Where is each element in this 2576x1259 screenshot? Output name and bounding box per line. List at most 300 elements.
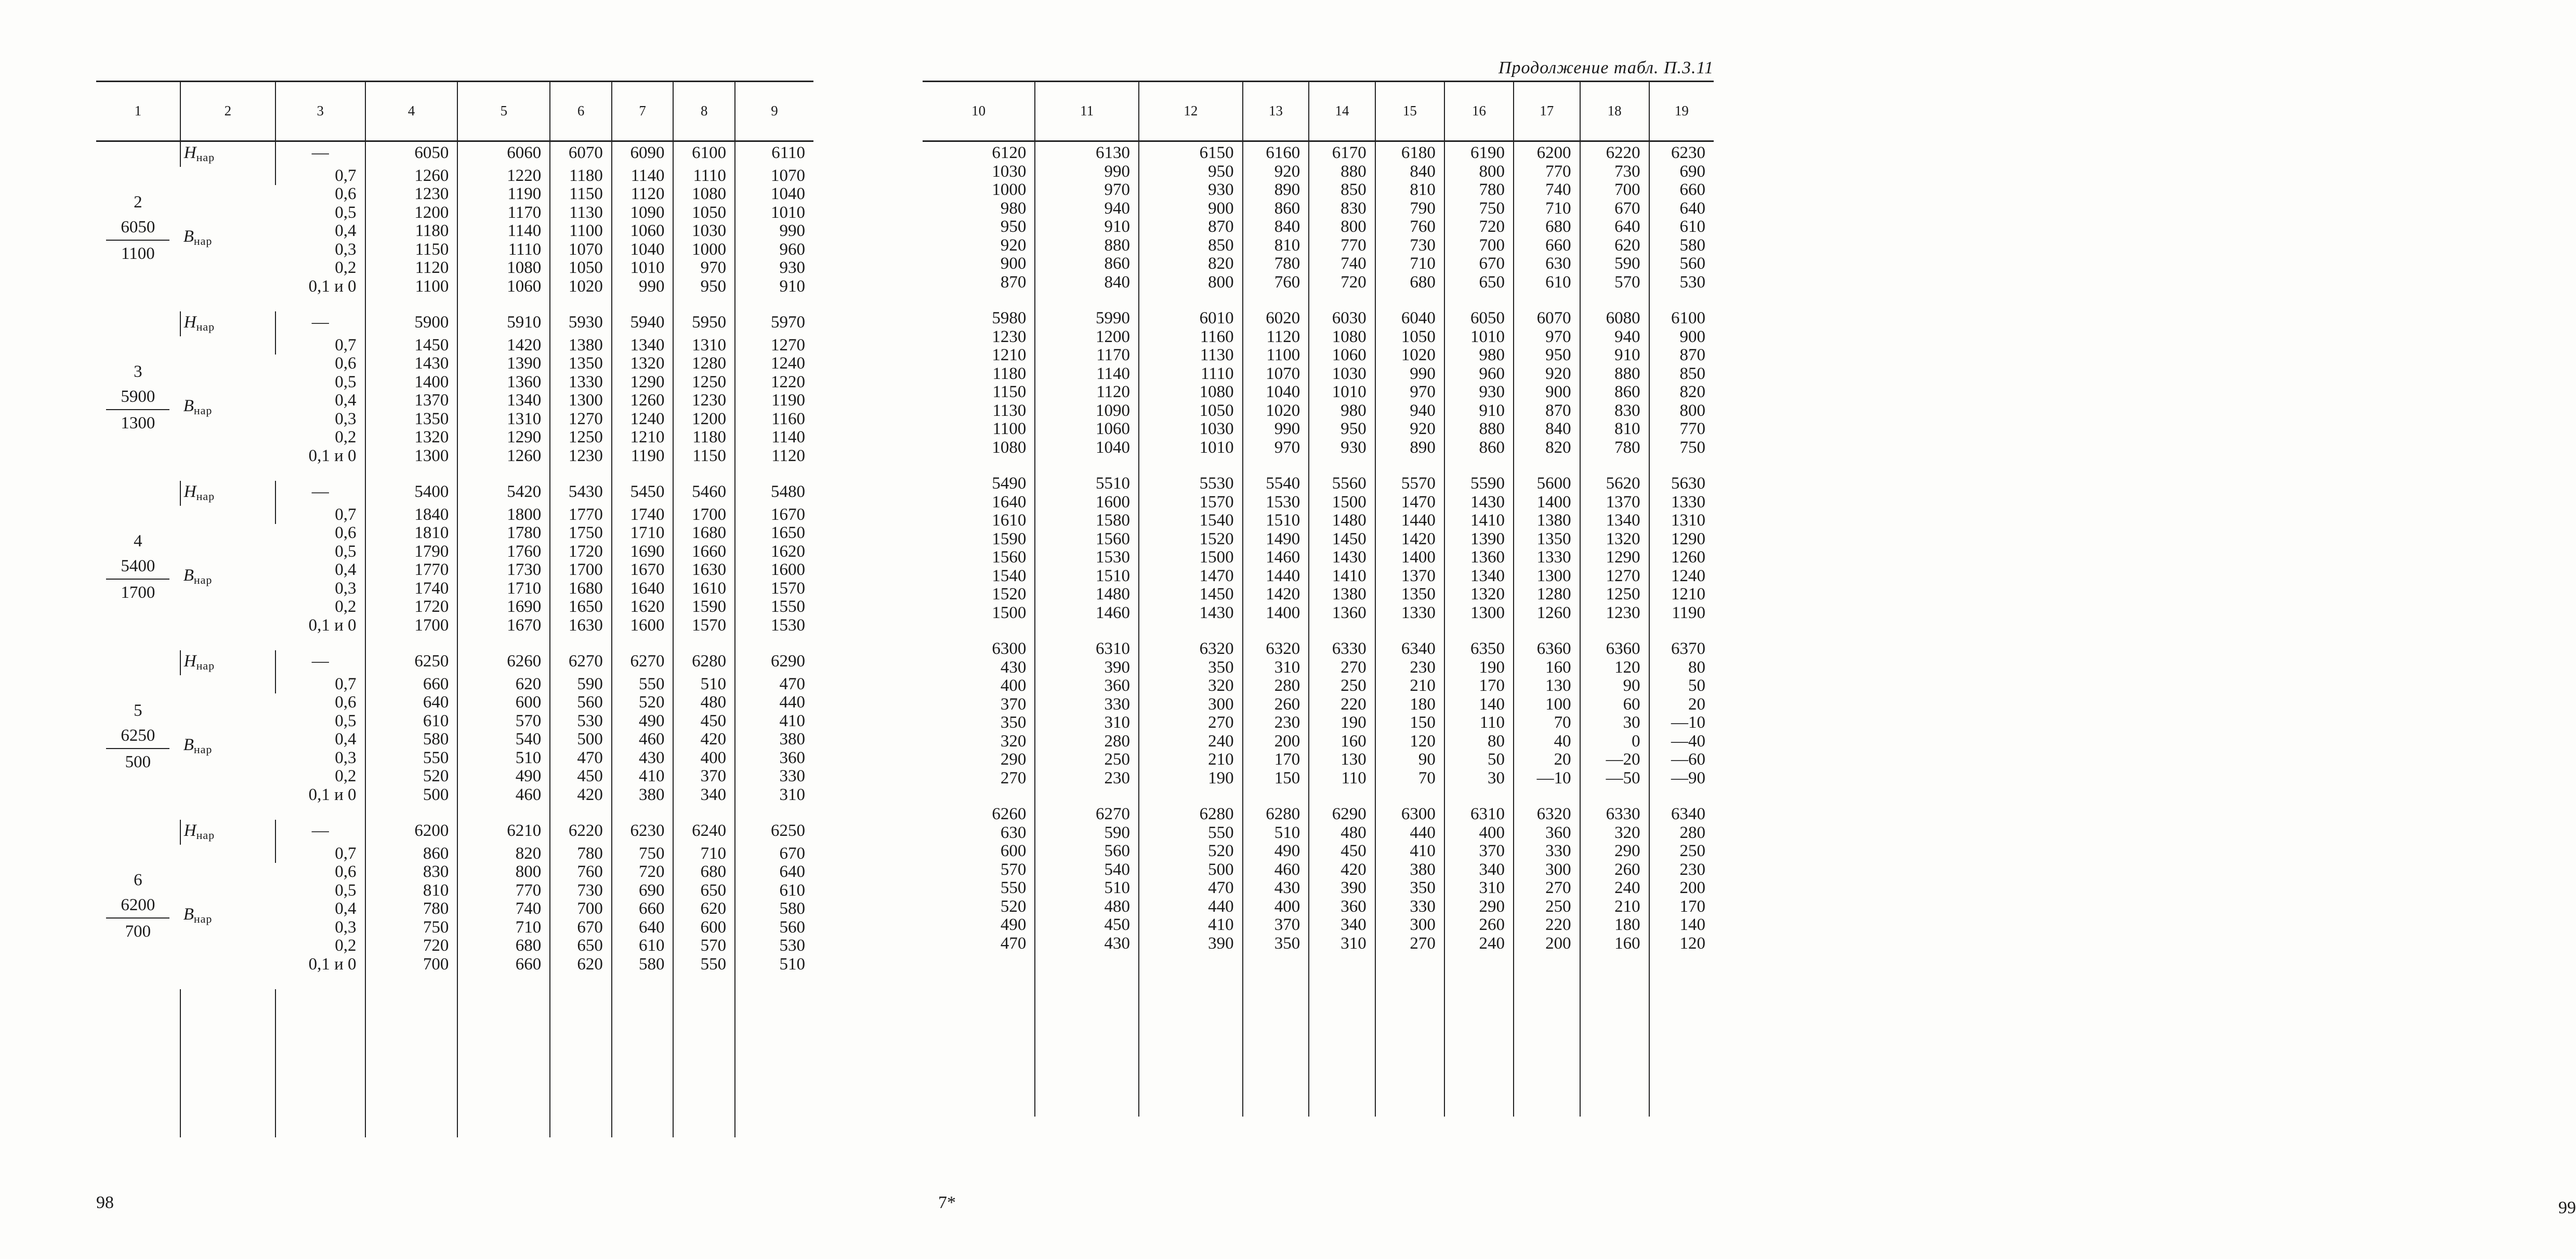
b-row <box>923 420 1714 439</box>
b-value: 1260 <box>457 447 550 481</box>
column-header: 5 <box>457 82 550 141</box>
h-value: 6190 <box>1444 141 1514 163</box>
b-value: 1260 <box>1514 604 1580 638</box>
b-value: 1330 <box>550 373 612 392</box>
b-value: 520 <box>612 693 674 712</box>
b-value: 1170 <box>1035 346 1139 365</box>
b-value: 340 <box>673 786 735 820</box>
b-value: 1420 <box>1375 530 1444 549</box>
filler-cell <box>1309 968 1375 1117</box>
b-value: 1660 <box>673 543 735 561</box>
b-value: 970 <box>673 259 735 278</box>
b-value: 900 <box>1139 200 1243 218</box>
h-value: 6270 <box>550 650 612 675</box>
b-label-subscript: нар <box>193 743 213 756</box>
group-numerator: 6200 <box>106 894 169 919</box>
b-value: 1080 <box>1139 383 1243 402</box>
column-header: 6 <box>550 82 612 141</box>
b-value: 930 <box>735 259 813 278</box>
filler-cell <box>1375 968 1444 1117</box>
b-value: 1030 <box>673 222 735 241</box>
param-value: 0,3 <box>335 409 357 428</box>
b-value: 1340 <box>1580 512 1649 530</box>
b-value: 380 <box>1375 861 1444 880</box>
b-value: 540 <box>457 730 550 749</box>
b-value: 120 <box>1649 935 1714 969</box>
b-value: 1220 <box>457 167 550 186</box>
b-value: 1030 <box>1139 420 1243 439</box>
param-value: 0,6 <box>335 693 357 712</box>
b-value: 430 <box>1035 935 1139 969</box>
b-label <box>180 845 275 990</box>
b-value: 1180 <box>673 428 735 447</box>
b-value: 1600 <box>612 617 674 651</box>
b-value: 340 <box>1444 861 1514 880</box>
b-value: —20 <box>1580 751 1649 769</box>
b-value: 1140 <box>735 428 813 447</box>
b-value: 310 <box>1444 879 1514 898</box>
b-value: 1010 <box>1139 439 1243 473</box>
b-value: 550 <box>612 675 674 694</box>
b-value: 640 <box>735 863 813 882</box>
h-value: 6310 <box>1444 803 1514 824</box>
b-value: 750 <box>612 845 674 863</box>
b-value: 710 <box>457 919 550 937</box>
column-header: 8 <box>673 82 735 141</box>
b-value: 440 <box>1139 898 1243 916</box>
b-value: 240 <box>1139 732 1243 751</box>
b-value: 1530 <box>735 617 813 651</box>
b-value: 1040 <box>1035 439 1139 473</box>
h-value: 6090 <box>612 141 674 167</box>
b-value: 1720 <box>365 598 458 617</box>
b-value: 1590 <box>673 598 735 617</box>
b-value: 620 <box>457 675 550 694</box>
b-value: 970 <box>1035 181 1139 200</box>
h-value: 6160 <box>1243 141 1309 163</box>
b-value: 1700 <box>550 561 612 580</box>
b-value: 1010 <box>612 259 674 278</box>
h-value: 5990 <box>1035 307 1139 328</box>
b-value: 350 <box>1139 659 1243 677</box>
b-value: 1290 <box>1649 530 1714 549</box>
b-row <box>96 336 813 355</box>
b-value: 930 <box>1309 439 1375 473</box>
b-value: 1690 <box>612 543 674 561</box>
b-row <box>923 530 1714 549</box>
b-value: 1650 <box>735 524 813 543</box>
b-row <box>923 181 1714 200</box>
b-value: 1140 <box>612 167 674 186</box>
b-value: 900 <box>1649 328 1714 347</box>
signature-mark: 7* <box>938 1193 956 1212</box>
b-value: 550 <box>1000 878 1027 897</box>
h-row <box>96 820 813 845</box>
b-value: 840 <box>1243 218 1309 237</box>
b-value: 560 <box>1649 255 1714 273</box>
h-value: 5930 <box>550 311 612 336</box>
b-value: 890 <box>1243 181 1309 200</box>
b-value: 830 <box>1580 402 1649 421</box>
b-row <box>923 383 1714 402</box>
column-header: 9 <box>735 82 813 141</box>
b-value: 1670 <box>612 561 674 580</box>
b-value: 1260 <box>1649 548 1714 567</box>
b-value: 570 <box>1580 273 1649 308</box>
b-value: 210 <box>1580 898 1649 916</box>
b-value: 260 <box>1243 696 1309 714</box>
h-value: 6350 <box>1444 638 1514 659</box>
b-value: 360 <box>1309 898 1375 916</box>
param-value: 0,5 <box>335 542 357 561</box>
h-value: 6050 <box>365 141 458 167</box>
h-value: 5400 <box>365 481 458 506</box>
filler-cell <box>1444 968 1514 1117</box>
b-value: 1240 <box>735 355 813 373</box>
b-value: 350 <box>1243 935 1309 969</box>
group-denominator: 1300 <box>121 413 155 432</box>
h-value: 6320 <box>1514 803 1580 824</box>
h-value: 6120 <box>992 143 1027 162</box>
b-value: 1040 <box>612 241 674 259</box>
b-value: 1330 <box>1375 604 1444 638</box>
b-value: 490 <box>1243 842 1309 861</box>
b-value: 520 <box>1139 842 1243 861</box>
h-value: 6180 <box>1375 141 1444 163</box>
b-value: 800 <box>1309 218 1375 237</box>
h-row <box>923 803 1714 824</box>
b-row <box>923 255 1714 273</box>
b-value: 100 <box>1514 696 1580 714</box>
b-value: —60 <box>1649 751 1714 769</box>
b-value: 1540 <box>992 566 1027 585</box>
group-denominator: 1100 <box>121 244 155 263</box>
b-value: 510 <box>457 749 550 768</box>
b-value: 650 <box>673 882 735 900</box>
b-value: 1310 <box>457 410 550 429</box>
h-value: 5620 <box>1580 473 1649 493</box>
b-value: 380 <box>735 730 813 749</box>
b-value: 1020 <box>1243 402 1309 421</box>
b-value: 230 <box>1035 769 1139 804</box>
b-value: 640 <box>1649 200 1714 218</box>
b-value: 1540 <box>1139 512 1243 530</box>
b-value: 630 <box>1000 823 1027 842</box>
b-value: 1530 <box>1035 548 1139 567</box>
b-value: 390 <box>1139 935 1243 969</box>
b-row <box>923 365 1714 384</box>
b-value: 1260 <box>612 391 674 410</box>
filler-cell <box>1035 968 1139 1117</box>
b-row <box>923 512 1714 530</box>
b-value: 810 <box>1375 181 1444 200</box>
param-value: 0,6 <box>335 523 357 542</box>
b-value: 1700 <box>365 617 458 651</box>
filler-row <box>96 989 813 1137</box>
h-value: 6010 <box>1139 307 1243 328</box>
b-value: 80 <box>1649 659 1714 677</box>
b-value: 1390 <box>457 355 550 373</box>
h-value: 5450 <box>612 481 674 506</box>
b-value: 1790 <box>365 543 458 561</box>
b-value: 620 <box>1580 237 1649 255</box>
h-value: 6200 <box>1514 141 1580 163</box>
b-value: 250 <box>1309 677 1375 696</box>
b-value: 680 <box>673 863 735 882</box>
b-value: 780 <box>365 900 458 919</box>
b-value: 1380 <box>1309 585 1375 604</box>
filler-cell <box>1649 968 1714 1117</box>
group-denominator: 700 <box>125 922 151 941</box>
b-value: 1380 <box>1514 512 1580 530</box>
b-value: 1070 <box>735 167 813 186</box>
b-value: 50 <box>1649 677 1714 696</box>
column-header: 18 <box>1580 82 1649 141</box>
b-row <box>923 604 1714 638</box>
h-value: 6220 <box>1580 141 1649 163</box>
b-value: 280 <box>1035 732 1139 751</box>
b-value: 470 <box>735 675 813 694</box>
group-numerator: 6250 <box>106 725 169 749</box>
b-value: 760 <box>1243 273 1309 308</box>
b-value: 1610 <box>992 511 1027 530</box>
h-row <box>923 473 1714 493</box>
b-value: 500 <box>1139 861 1243 880</box>
h-label <box>180 481 275 506</box>
table-caption: Продолжение табл. П.3.11 <box>1498 58 1714 77</box>
b-value: 230 <box>1649 861 1714 880</box>
b-value: —90 <box>1649 769 1714 804</box>
b-value: 1670 <box>735 506 813 524</box>
group-label <box>96 141 180 312</box>
b-value: 540 <box>1035 861 1139 880</box>
b-value: 290 <box>1444 898 1514 916</box>
group-number: 2 <box>134 192 142 212</box>
b-value: 1120 <box>365 259 458 278</box>
b-value: 390 <box>1309 879 1375 898</box>
b-value: 1430 <box>1309 548 1375 567</box>
b-row <box>923 200 1714 218</box>
b-row <box>96 167 813 186</box>
b-value: 1000 <box>992 180 1027 199</box>
b-value: 1040 <box>735 185 813 204</box>
b-value: 1320 <box>365 428 458 447</box>
b-value: 200 <box>1514 935 1580 969</box>
b-value: 1300 <box>1514 567 1580 586</box>
group-numerator: 6050 <box>106 216 169 241</box>
b-value: 1520 <box>992 585 1027 604</box>
b-value: 1480 <box>1035 585 1139 604</box>
b-value: 1190 <box>457 185 550 204</box>
param-value: 0,2 <box>335 428 357 447</box>
b-value: 1570 <box>1139 493 1243 512</box>
b-value: 1010 <box>1444 328 1514 347</box>
b-value: 1020 <box>550 278 612 312</box>
b-value: 1060 <box>457 278 550 312</box>
b-value: 1060 <box>1309 346 1375 365</box>
b-value: 1400 <box>1243 604 1309 638</box>
b-value: 1060 <box>612 222 674 241</box>
b-value: 580 <box>365 730 458 749</box>
b-value: 190 <box>1444 659 1514 677</box>
b-label-letter: B <box>183 566 194 585</box>
b-value: 1800 <box>457 506 550 524</box>
b-value: 1030 <box>1309 365 1375 384</box>
param-value: 0,7 <box>275 506 365 524</box>
b-value: 900 <box>1514 383 1580 402</box>
b-value: 890 <box>1375 439 1444 473</box>
b-value: 600 <box>673 919 735 937</box>
b-row <box>923 163 1714 181</box>
param-value: 0,2 <box>335 597 357 616</box>
b-value: 1050 <box>1139 402 1243 421</box>
b-value: 1600 <box>1035 493 1139 512</box>
param-value: 0,7 <box>275 845 365 863</box>
b-value: 1500 <box>992 603 1027 622</box>
b-value: 460 <box>612 730 674 749</box>
h-value: 6280 <box>1243 803 1309 824</box>
filler-cell <box>365 989 458 1137</box>
b-value: 920 <box>1000 235 1027 255</box>
b-value: 270 <box>1000 768 1027 788</box>
b-value: 1440 <box>1243 567 1309 586</box>
h-value: 6020 <box>1243 307 1309 328</box>
b-value: 450 <box>1309 842 1375 861</box>
b-value: 1320 <box>1580 530 1649 549</box>
h-value: 5560 <box>1309 473 1375 493</box>
b-value: 640 <box>612 919 674 937</box>
b-value: 1080 <box>457 259 550 278</box>
b-value: 1070 <box>550 241 612 259</box>
b-value: 290 <box>1580 842 1649 861</box>
b-row <box>923 898 1714 916</box>
b-value: 170 <box>1444 677 1514 696</box>
b-value: 1430 <box>1139 604 1243 638</box>
h-value: 5600 <box>1514 473 1580 493</box>
b-value: 1080 <box>673 185 735 204</box>
b-value: 420 <box>673 730 735 749</box>
b-value: 1120 <box>735 447 813 481</box>
param-value: 0,1 и 0 <box>308 446 357 465</box>
b-value: 490 <box>612 712 674 731</box>
b-value: 1680 <box>550 580 612 598</box>
b-value: 1290 <box>1580 548 1649 567</box>
b-value: 570 <box>457 712 550 731</box>
b-value: 350 <box>1000 713 1027 732</box>
b-label <box>180 675 275 820</box>
b-value: 1450 <box>1309 530 1375 549</box>
b-value: 550 <box>673 955 735 990</box>
column-header: 14 <box>1309 82 1375 141</box>
h-value: 6210 <box>457 820 550 845</box>
b-value: 1560 <box>1035 530 1139 549</box>
b-value: 1240 <box>1649 567 1714 586</box>
b-value: 510 <box>673 675 735 694</box>
b-value: 910 <box>1035 218 1139 237</box>
column-header: 11 <box>1035 82 1139 141</box>
h-value: 5530 <box>1139 473 1243 493</box>
b-row <box>923 696 1714 714</box>
b-value: 1280 <box>1514 585 1580 604</box>
b-value: 230 <box>1375 659 1444 677</box>
b-value: 1620 <box>735 543 813 561</box>
b-value: 300 <box>1514 861 1580 880</box>
b-value: 620 <box>550 955 612 990</box>
h-value: 6360 <box>1580 638 1649 659</box>
b-value: 930 <box>1139 181 1243 200</box>
b-value: 610 <box>1649 218 1714 237</box>
b-value: 140 <box>1649 916 1714 935</box>
b-value: 490 <box>1000 915 1027 934</box>
b-value: 1530 <box>1243 493 1309 512</box>
b-value: 510 <box>1243 824 1309 843</box>
b-value: 1370 <box>1375 567 1444 586</box>
b-value: 1730 <box>457 561 550 580</box>
b-value: 460 <box>457 786 550 820</box>
b-value: 1580 <box>1035 512 1139 530</box>
b-value: 520 <box>365 767 458 786</box>
b-value: 1490 <box>1243 530 1309 549</box>
b-value: 1500 <box>1309 493 1375 512</box>
b-value: 1680 <box>673 524 735 543</box>
b-value: 1300 <box>365 447 458 481</box>
b-value: 1720 <box>550 543 612 561</box>
b-value: 280 <box>1243 677 1309 696</box>
b-value: 560 <box>735 919 813 937</box>
b-value: 680 <box>457 937 550 955</box>
left-page <box>0 0 832 1259</box>
b-value: 330 <box>1514 842 1580 861</box>
b-value: 1360 <box>457 373 550 392</box>
h-value: 5570 <box>1375 473 1444 493</box>
b-value: 1130 <box>992 401 1027 420</box>
group-number: 5 <box>134 701 142 720</box>
b-value: 1740 <box>612 506 674 524</box>
b-value: 980 <box>1444 346 1514 365</box>
b-value: 1510 <box>1035 567 1139 586</box>
b-value: 1300 <box>1444 604 1514 638</box>
b-value: 690 <box>1649 163 1714 181</box>
b-value: 1430 <box>1444 493 1514 512</box>
b-value: 170 <box>1649 898 1714 916</box>
b-value: 700 <box>550 900 612 919</box>
group-numerator: 5400 <box>106 555 169 580</box>
b-value: 1570 <box>735 580 813 598</box>
b-value: 250 <box>1035 751 1139 769</box>
b-value: 440 <box>735 693 813 712</box>
h-value: 5420 <box>457 481 550 506</box>
b-value: 820 <box>1139 255 1243 273</box>
b-value: 70 <box>1375 769 1444 804</box>
h-row <box>923 141 1714 163</box>
h-label-letter: H <box>183 143 196 162</box>
b-value: 220 <box>1514 916 1580 935</box>
b-row <box>923 328 1714 347</box>
b-value: 1210 <box>992 346 1027 364</box>
b-value: 430 <box>1243 879 1309 898</box>
b-value: 360 <box>735 749 813 768</box>
b-value: 430 <box>612 749 674 768</box>
b-value: 800 <box>457 863 550 882</box>
h-label <box>180 141 275 167</box>
b-value: 1340 <box>1444 567 1514 586</box>
h-row <box>96 141 813 167</box>
h-value: 6170 <box>1309 141 1375 163</box>
filler-cell <box>1514 968 1580 1117</box>
h-value: 6280 <box>1139 803 1243 824</box>
group-numerator: 5900 <box>106 386 169 410</box>
right-table <box>923 81 1714 1117</box>
